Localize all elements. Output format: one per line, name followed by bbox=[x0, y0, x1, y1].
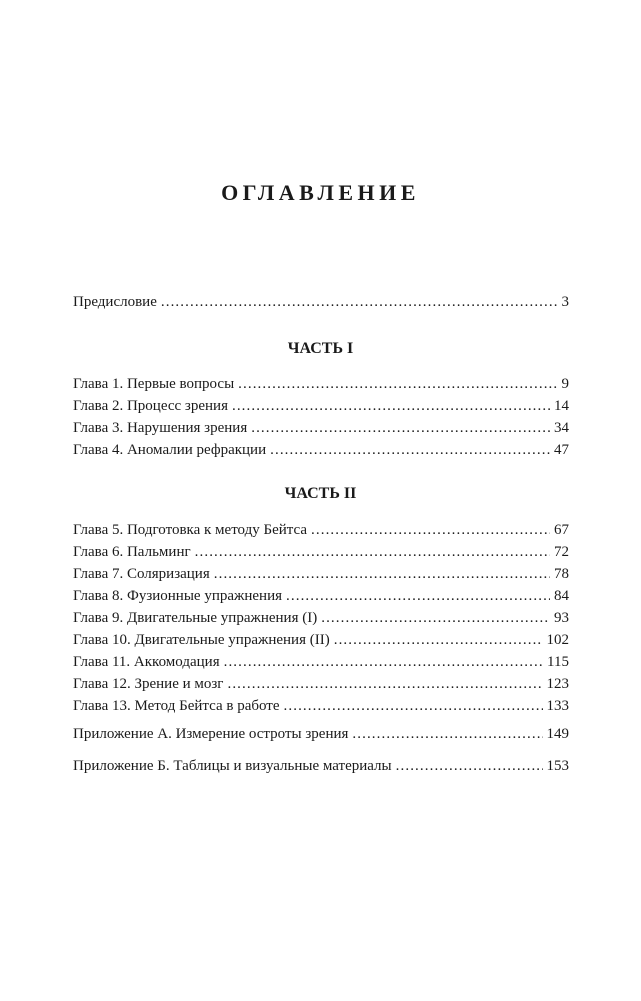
toc-entry-label: Глава 12. Зрение и мозг bbox=[73, 676, 224, 692]
dot-leader bbox=[311, 520, 550, 540]
toc-entry-label: Глава 11. Аккомодация bbox=[73, 654, 220, 670]
toc-entry-page: 72 bbox=[554, 544, 569, 560]
toc-entry-label: Глава 13. Метод Бейтса в работе bbox=[73, 698, 280, 714]
toc-entry-label: Глава 6. Пальминг bbox=[73, 544, 191, 560]
toc-entry-page: 102 bbox=[546, 632, 569, 648]
toc-entry-page: 115 bbox=[547, 654, 569, 670]
toc-entry-chapter-3[interactable] bbox=[73, 418, 569, 438]
toc-entry-preface[interactable] bbox=[73, 292, 569, 312]
part-1-heading: ЧАСТЬ I bbox=[287, 340, 354, 357]
toc-entry-page: 14 bbox=[554, 398, 569, 414]
toc-entry-page: 153 bbox=[546, 758, 569, 774]
toc-entry-page: 133 bbox=[546, 698, 569, 714]
toc-entry-chapter-13[interactable] bbox=[73, 696, 569, 716]
part-2-heading: ЧАСТЬ II bbox=[284, 485, 357, 502]
dot-leader bbox=[396, 756, 543, 776]
toc-entry-page: 34 bbox=[554, 420, 569, 436]
page-title: ОГЛАВЛЕНИЕ bbox=[221, 180, 420, 205]
toc-entry-page: 9 bbox=[561, 376, 569, 392]
toc-entry-appendix-b[interactable] bbox=[73, 756, 569, 776]
toc-entry-chapter-2[interactable] bbox=[73, 396, 569, 416]
dot-leader bbox=[224, 652, 543, 672]
toc-entry-chapter-5[interactable] bbox=[73, 520, 569, 540]
toc-entry-chapter-10[interactable] bbox=[73, 630, 569, 650]
toc-entry-page: 67 bbox=[554, 522, 569, 538]
toc-entry-label: Приложение Б. Таблицы и визуальные материалы bbox=[73, 758, 392, 774]
toc-entry-chapter-11[interactable] bbox=[73, 652, 569, 672]
dot-leader bbox=[161, 292, 558, 312]
toc-entry-page: 93 bbox=[554, 610, 569, 626]
toc-entry-chapter-7[interactable] bbox=[73, 564, 569, 584]
toc-entry-label: Глава 1. Первые вопросы bbox=[73, 376, 235, 392]
dot-leader bbox=[352, 724, 542, 744]
dot-leader bbox=[270, 440, 550, 460]
toc-entry-label: Глава 4. Аномалии рефракции bbox=[73, 442, 267, 458]
toc-entry-label: Глава 7. Соляризация bbox=[73, 566, 210, 582]
toc-entry-label: Глава 2. Процесс зрения bbox=[73, 398, 228, 414]
toc-entry-page: 78 bbox=[554, 566, 569, 582]
toc-entry-label: Приложение А. Измерение остроты зрения bbox=[73, 726, 349, 742]
toc-entry-page: 3 bbox=[561, 294, 569, 310]
toc-entry-chapter-8[interactable] bbox=[73, 586, 569, 606]
toc-entry-page: 47 bbox=[554, 442, 569, 458]
dot-leader bbox=[214, 564, 550, 584]
toc-entry-label: Глава 8. Фузионные упражнения bbox=[73, 588, 283, 604]
toc-entry-chapter-6[interactable] bbox=[73, 542, 569, 562]
toc-entry-label: Глава 9. Двигательные упражнения (I) bbox=[73, 610, 318, 626]
dot-leader bbox=[232, 396, 550, 416]
dot-leader bbox=[334, 630, 543, 650]
toc-entry-label: Глава 5. Подготовка к методу Бейтса bbox=[73, 522, 308, 538]
toc-entry-chapter-12[interactable] bbox=[73, 674, 569, 694]
dot-leader bbox=[238, 374, 557, 394]
toc-entry-chapter-1[interactable] bbox=[73, 374, 569, 394]
dot-leader bbox=[251, 418, 550, 438]
dot-leader bbox=[286, 586, 550, 606]
dot-leader bbox=[284, 696, 543, 716]
toc-entry-chapter-9[interactable] bbox=[73, 608, 569, 628]
toc-entry-page: 84 bbox=[554, 588, 569, 604]
dot-leader bbox=[227, 674, 542, 694]
toc-entry-page: 149 bbox=[546, 726, 569, 742]
toc-entry-chapter-4[interactable] bbox=[73, 440, 569, 460]
dot-leader bbox=[321, 608, 550, 628]
dot-leader bbox=[195, 542, 550, 562]
toc-entry-page: 123 bbox=[546, 676, 569, 692]
toc-entry-appendix-a[interactable] bbox=[73, 724, 569, 744]
toc-entry-label: Глава 3. Нарушения зрения bbox=[73, 420, 248, 436]
toc-entry-label: Предисловие bbox=[73, 294, 157, 310]
toc-entry-label: Глава 10. Двигательные упражнения (II) bbox=[73, 632, 330, 648]
